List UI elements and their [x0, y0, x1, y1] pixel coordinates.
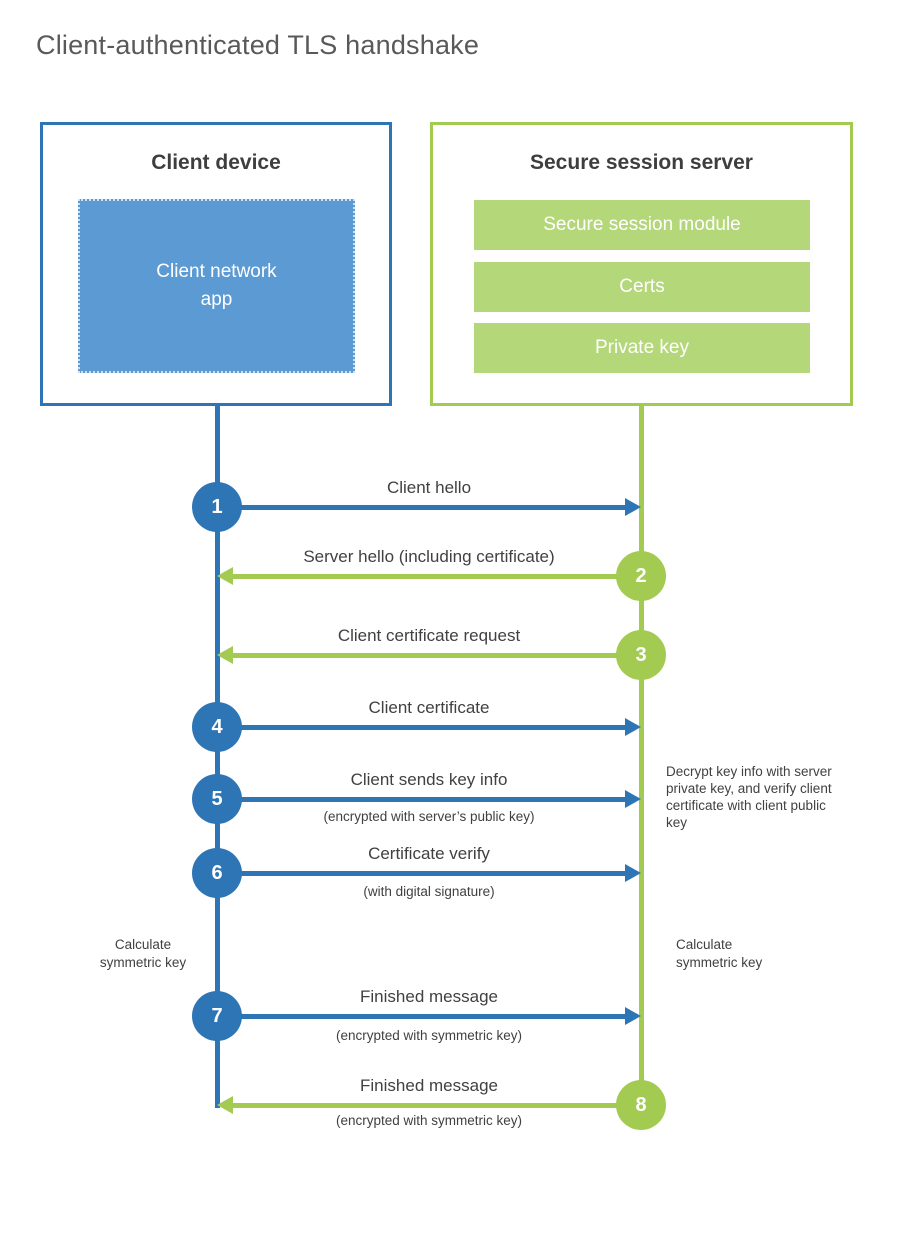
step-number-6: 6	[211, 861, 223, 884]
arrow-8-shaft	[231, 1103, 641, 1108]
message-label-4: Client certificate	[368, 698, 490, 717]
message-label-6: Certificate verify	[368, 844, 490, 863]
arrow-1-right-head-icon	[625, 498, 641, 516]
step-number-5: 5	[211, 787, 223, 810]
arrow-6-shaft	[217, 871, 627, 876]
message-label-5: Client sends key info	[350, 770, 508, 789]
step-number-1: 1	[211, 495, 223, 518]
step-circle-2	[616, 551, 666, 601]
arrow-4-shaft	[217, 725, 627, 730]
message-sub-7: (encrypted with symmetric key)	[335, 1028, 523, 1043]
message-label-8: Finished message	[360, 1076, 498, 1095]
step-number-7: 7	[211, 1004, 223, 1027]
arrow-3-shaft	[231, 653, 641, 658]
arrow-8-left-head-icon	[217, 1096, 233, 1114]
step-circle-3	[616, 630, 666, 680]
arrow-3-left-head-icon	[217, 646, 233, 664]
server-title: Secure session server	[530, 151, 753, 174]
client-device-title: Client device	[151, 151, 281, 174]
client-network-app-box	[78, 199, 355, 373]
server-module-private-key: Private key	[474, 323, 810, 373]
server-module-secure-session: Secure session module	[474, 200, 810, 250]
message-sub-6: (with digital signature)	[363, 884, 495, 899]
message-label-3: Client certificate request	[337, 626, 521, 645]
step-number-4: 4	[211, 715, 223, 738]
step-circle-7	[192, 991, 242, 1041]
client-calculate-note: Calculate symmetric key	[99, 937, 187, 970]
server-module-certs: Certs	[474, 262, 810, 312]
step-circle-8	[616, 1080, 666, 1130]
step-circle-1	[192, 482, 242, 532]
server-decrypt-note: Decrypt key info with server private key, and verify client certificate with client public key	[666, 764, 832, 830]
secure-session-server-box	[430, 122, 853, 406]
server-calculate-note: Calculate symmetric key	[676, 937, 763, 970]
message-sub-8: (encrypted with symmetric key)	[335, 1113, 523, 1128]
arrow-7-right-head-icon	[625, 1007, 641, 1025]
step-circle-4	[192, 702, 242, 752]
arrow-5-right-head-icon	[625, 790, 641, 808]
step-number-8: 8	[635, 1093, 647, 1116]
client-network-app-label: Client network app	[156, 261, 277, 310]
arrow-6-right-head-icon	[625, 864, 641, 882]
message-sub-5: (encrypted with server’s public key)	[323, 809, 535, 824]
arrow-2-shaft	[231, 574, 641, 579]
page-title: Client-authenticated TLS handshake	[36, 30, 480, 60]
step-circle-6	[192, 848, 242, 898]
arrow-5-shaft	[217, 797, 627, 802]
client-device-box	[40, 122, 392, 406]
message-label-7: Finished message	[360, 987, 498, 1006]
step-circle-5	[192, 774, 242, 824]
message-label-1: Client hello	[386, 478, 472, 497]
arrow-7-shaft	[217, 1014, 627, 1019]
step-number-2: 2	[635, 564, 647, 587]
arrow-4-right-head-icon	[625, 718, 641, 736]
message-label-2: Server hello (including certificate)	[303, 547, 555, 566]
arrow-2-left-head-icon	[217, 567, 233, 585]
step-number-3: 3	[635, 643, 647, 666]
arrow-1-shaft	[217, 505, 627, 510]
